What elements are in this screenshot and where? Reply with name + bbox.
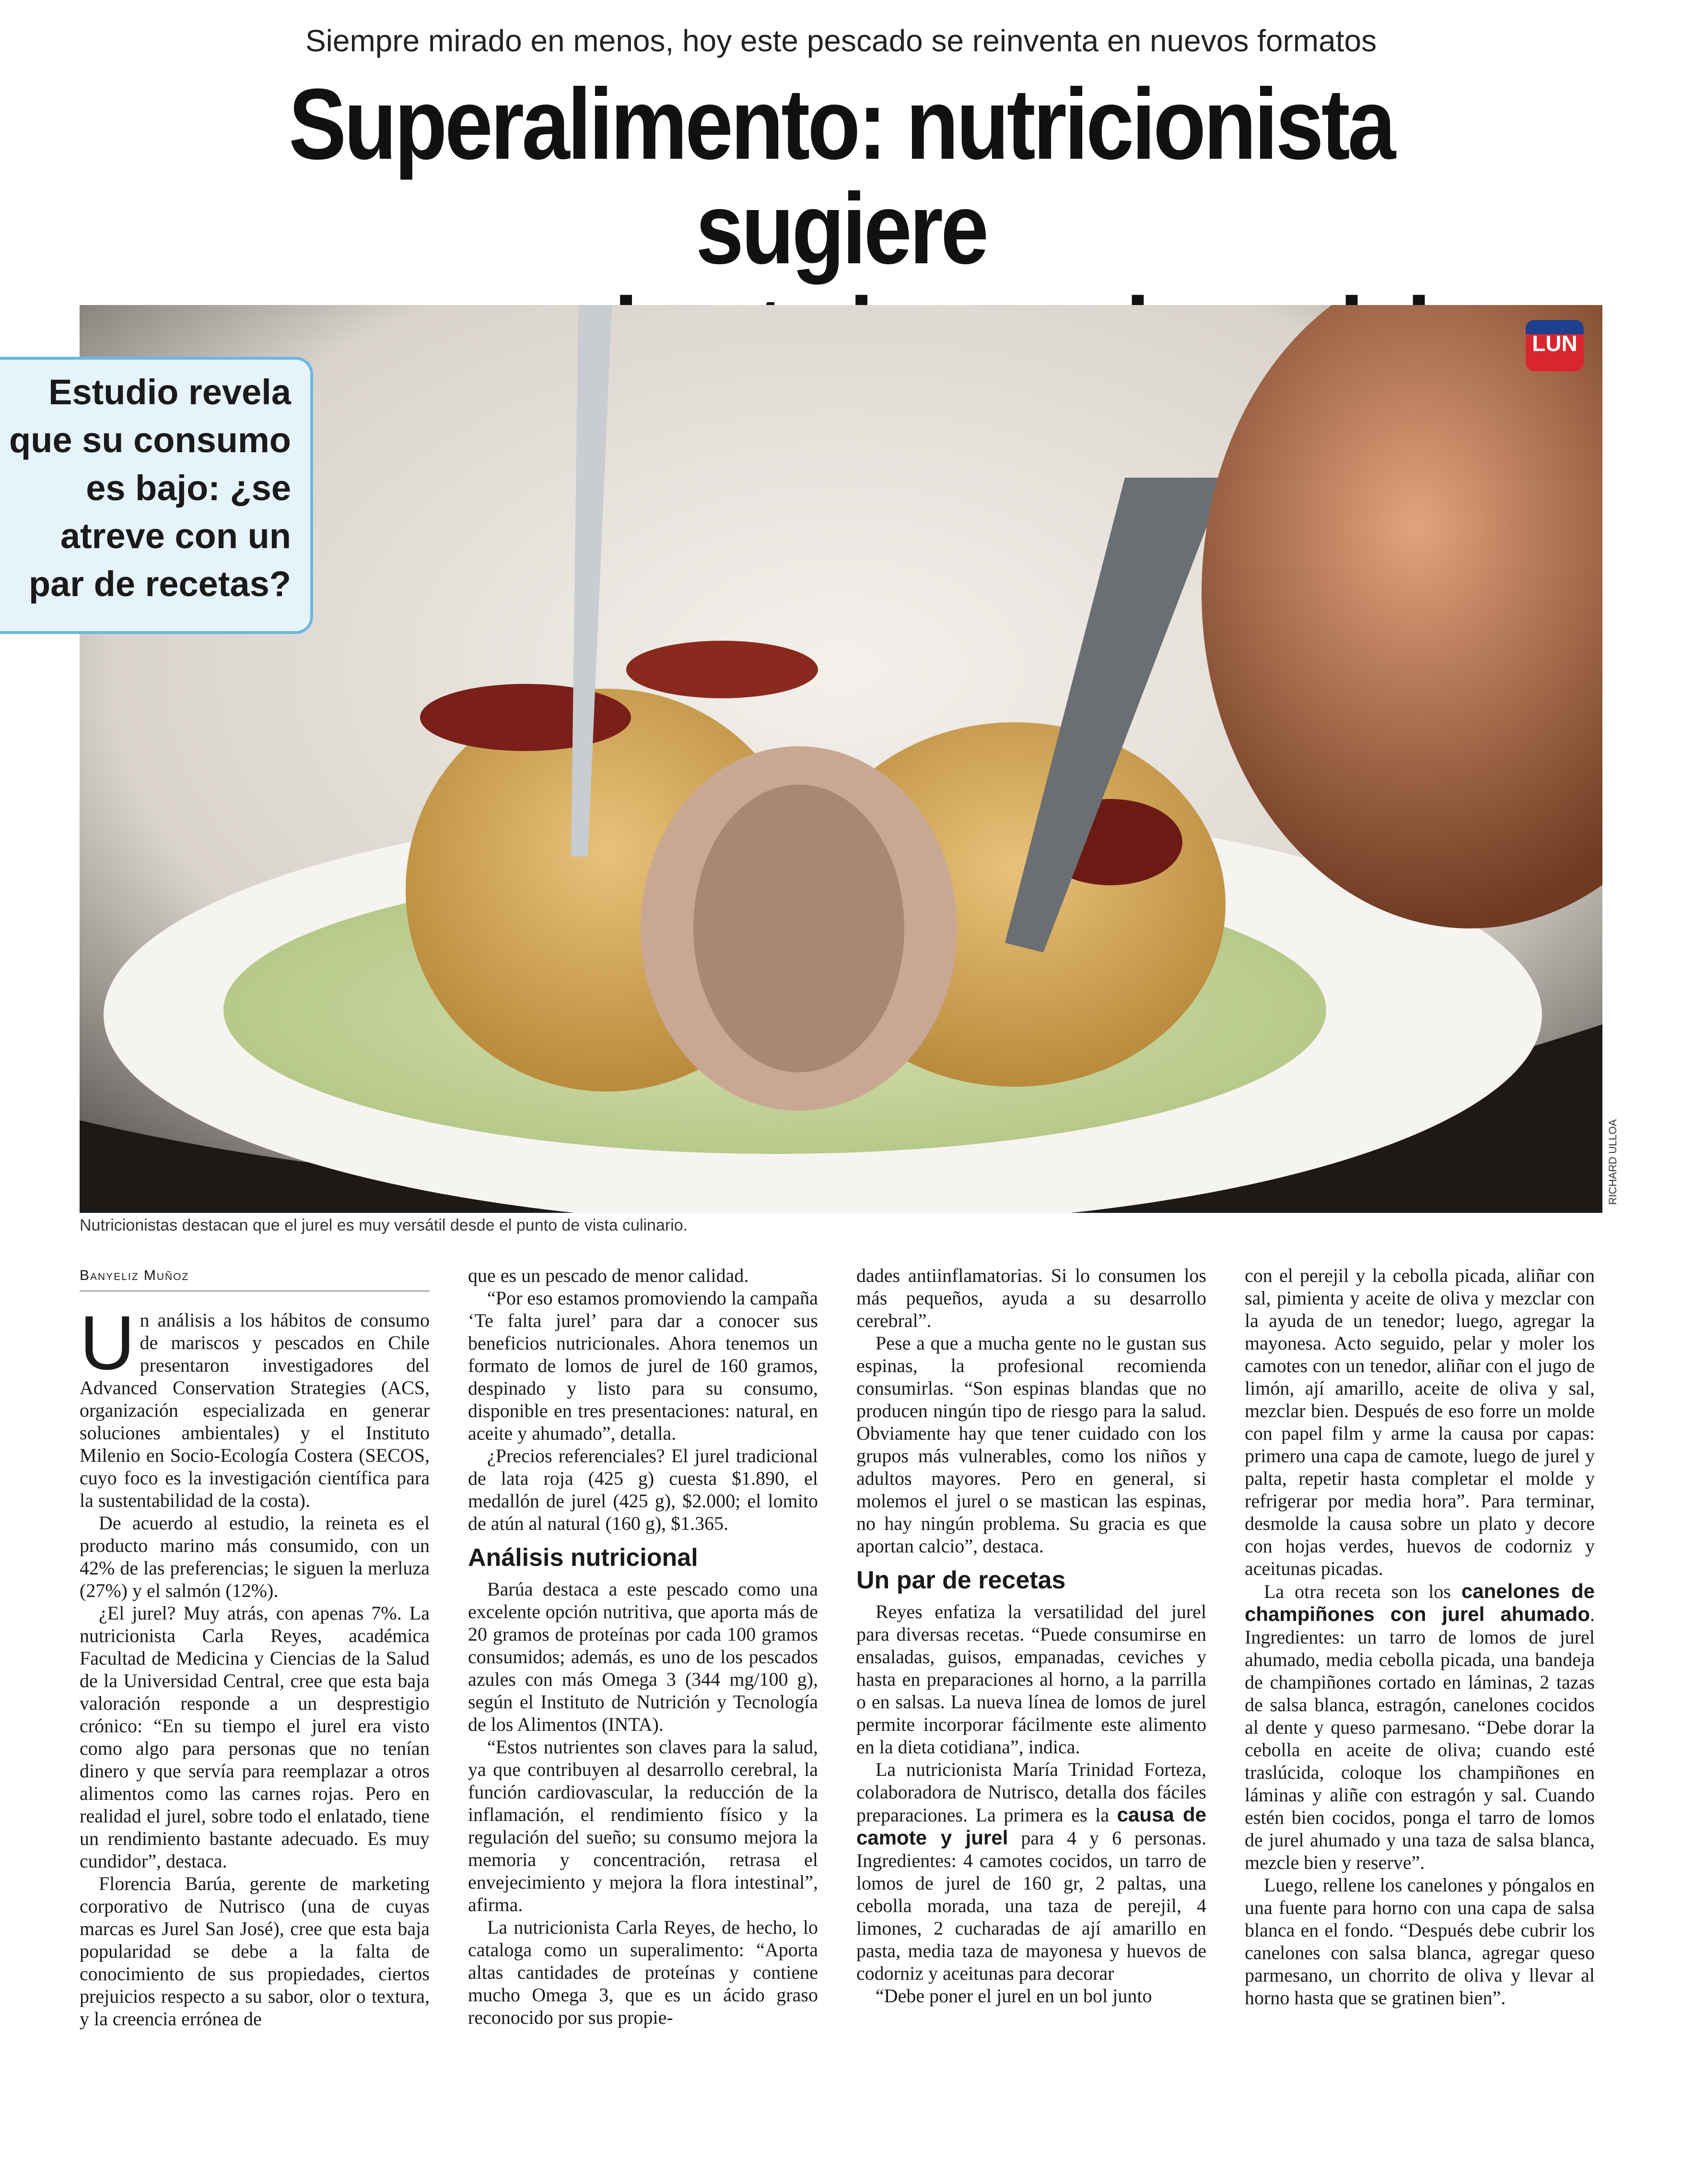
- article-column-1: [80, 1264, 430, 2030]
- photo-credit-text: RICHARD ULLOA: [1607, 1119, 1619, 1205]
- lun-logo: [1526, 320, 1584, 371]
- text-run: . Ingredientes: un tarro de lomos de jurel ahumado, media cebolla picada, una bandeja de champiñones cortado en láminas, 2 tazas de salsa blanca, estragón, canelones cocidos al dente y queso parmesano. “Debe dorar la cebolla en aceite de oliva; cuando esté traslúcida, coloque los champiñones en láminas y aliñe con estragón y sal. Cuando estén bien cocidos, ponga el tarro de lomos de jurel ahumado y una taza de salsa blanca, mezcle bien y reserve”.: [1245, 1604, 1595, 1873]
- pull-quote-line: par de recetas?: [28, 564, 291, 604]
- drop-cap: U: [80, 1300, 135, 1386]
- section-heading: Un par de recetas: [856, 1566, 1066, 1594]
- pull-quote-line: Estudio revela: [48, 372, 291, 412]
- paragraph: n análisis a los hábitos de consumo de mariscos y pescados en Chile presentaron investigadores del Advanced Conservation Strategies (ACS, organización especializada en generar soluciones ambientales) y el Instituto Milenio en Socio-Ecología Costera (SECOS, cuyo foco es la investigación científica para la sustentabilidad de la costa).: [80, 1309, 430, 1511]
- paragraph: ¿El jurel? Muy atrás, con apenas 7%. La nutricionista Carla Reyes, académica Facultad de Medicina y Ciencias de la Salud de la Universidad Central, cree que esta baja valoración responde a un desprestigio crónico: “En su tiempo el jurel era visto como algo para personas que no tenían dinero y que servía para reemplazar a otros alimentos como las carnes rojas. Pero en realidad el jurel, sobre todo el enlatado, tiene un rendimiento bastante adecuado. Es muy cundidor”, destaca.: [80, 1602, 430, 1872]
- kicker: Siempre mirado en menos, hoy este pescado se reinventa en nuevos formatos: [305, 23, 1377, 58]
- pull-quote-box: [0, 357, 313, 634]
- paragraph: “Por eso estamos promoviendo la campaña ‘Te falta jurel’ para dar a conocer sus beneficios nutricionales. Ahora tenemos un formato de lomos de jurel de 160 gramos, despinado y listo para su consumo, disponible en tres presentaciones: natural, en aceite y ahumado”, detalla.: [468, 1287, 818, 1444]
- pull-quote-line: que su consumo: [9, 420, 291, 460]
- recipe-name: causa de camote y jurel: [856, 1803, 1206, 1849]
- paragraph: [1245, 1580, 1595, 1874]
- paragraph: “Debe poner el jurel en un bol junto: [876, 1985, 1152, 2007]
- section-heading: Análisis nutricional: [468, 1544, 698, 1572]
- recipe-name: canelones de champiñones con jurel ahumado: [1245, 1580, 1595, 1625]
- text-run: La otra receta son los: [1264, 1581, 1451, 1602]
- pull-quote-line: es bajo: ¿se: [86, 468, 291, 508]
- paragraph: Pese a que a mucha gente no le gustan sus espinas, la profesional recomienda consumirlas. “Son espinas blandas que no producen ningún tipo de riesgo para la salud. Obviamente hay que tener cuidado con los grupos más vulnerables, como los niños y adultos mayores. Pero en general, si molemos el jurel o se mastican las espinas, no hay ningún problema. Su gracia es que aportan calcio”, destaca.: [856, 1332, 1206, 1557]
- paragraph: Reyes enfatiza la versatilidad del jurel para diversas recetas. “Puede consumirse en ensaladas, guisos, empanadas, ceviches y hasta en preparaciones al horno, a la parrilla o en salsas. La nueva línea de lomos de jurel permite incorporar fácilmente este alimento en la dieta cotidiana”, indica.: [856, 1601, 1206, 1758]
- text-run: La nutricionista María Trinidad Forteza, colaboradora de Nutrisco, detalla dos fáciles preparaciones. La primera es la: [856, 1759, 1206, 1826]
- paragraph: La nutricionista Carla Reyes, de hecho, lo cataloga como un superalimento: “Aporta altas cantidades de proteínas y contiene mucho Omega 3, que es un ácido graso reconocido por sus propie-: [468, 1916, 818, 2028]
- pull-quote: [3, 368, 291, 608]
- byline: Banyeliz Muñoz: [80, 1264, 430, 1292]
- article-column-4: [1245, 1264, 1595, 2009]
- pull-quote-line: atreve con un: [60, 516, 291, 556]
- headline-line-1: Superalimento: nutricionista sugiere: [289, 68, 1393, 285]
- paragraph: Luego, rellene los canelones y póngalos en una fuente para horno con una capa de salsa blanca en el fondo. “Después debe cubrir los canelones con salsa blanca, agregar queso parmesano, un chorrito de oliva y llevar al horno hasta que se gratinen bien”.: [1245, 1874, 1595, 2008]
- paragraph: “Estos nutrientes son claves para la salud, ya que contribuyen al desarrollo cerebral, la función cardiovascular, la reducción de la inflamación, el rendimiento físico y la regulación del sueño; su consumo mejora la memoria y concentración, retrasa el envejecimiento y mejora la flora intestinal”, afirma.: [468, 1736, 818, 1915]
- paragraph: dades antiinflamatorias. Si lo consumen los más pequeños, ayuda a su desarrollo cerebral”.: [856, 1265, 1206, 1331]
- text-run: para 4 y 6 personas. Ingredientes: 4 camotes cocidos, un tarro de lomos de jurel de 160 gr, 2 paltas, una cebolla morada, una taza de perejil, 4 limones, 2 cucharadas de ají amarillo en pasta, media taza de mayonesa y huevos de codorniz y aceitunas para decorar: [856, 1827, 1206, 1984]
- paragraph: [856, 1758, 1206, 1984]
- photo-credit: [1603, 1117, 1623, 1213]
- photo-caption: Nutricionistas destacan que el jurel es muy versátil desde el punto de vista culinario.: [80, 1216, 688, 1234]
- article-column-3: [856, 1264, 1206, 2007]
- paragraph: con el perejil y la cebolla picada, aliñar con sal, pimienta y aceite de oliva y mezclar con la ayuda de un tenedor; luego, agregar la mayonesa. Acto seguido, pelar y moler los camotes con un tenedor, aliñar con el jugo de limón, ají amarillo, aceite de oliva y sal, mezclar bien. Después de eso forre un molde con papel film y arme la causa por capas: primero una capa de camote, luego de jurel y palta, repetir hasta completar el molde y refrigerar por media hora”. Para terminar, desmolde la causa sobre un plato y decore con hojas verdes, huevos de codorniz y aceitunas picadas.: [1245, 1265, 1595, 1579]
- paragraph: De acuerdo al estudio, la reineta es el producto marino más consumido, con un 42% de las preferencias; le siguen la merluza (27%) y el salmón (12%).: [80, 1512, 430, 1601]
- article-column-2: [468, 1264, 818, 2029]
- paragraph: Barúa destaca a este pescado como una excelente opción nutritiva, que aporta más de 20 gramos de proteínas por cada 100 gramos consumidos; además, es uno de los pescados azules con más Omega 3 (344 mg/100 g), según el Instituto de Nutrición y Tecnología de los Alimentos (INTA).: [468, 1578, 818, 1735]
- paragraph: Florencia Barúa, gerente de marketing corporativo de Nutrisco (una de cuyas marcas es Jurel San José), cree que esta baja popularidad se debe a la falta de conocimiento de sus propiedades, ciertos prejuicios respecto a su sabor, olor o textura, y la creencia errónea de: [80, 1873, 430, 2030]
- paragraph: que es un pescado de menor calidad.: [468, 1265, 749, 1286]
- logo-text: LUN: [1532, 331, 1577, 356]
- paragraph: ¿Precios referenciales? El jurel tradicional de lata roja (425 g) cuesta $1.890, el medallón de jurel (425 g), $2.000; el lomito de atún al natural (160 g), $1.365.: [468, 1445, 818, 1534]
